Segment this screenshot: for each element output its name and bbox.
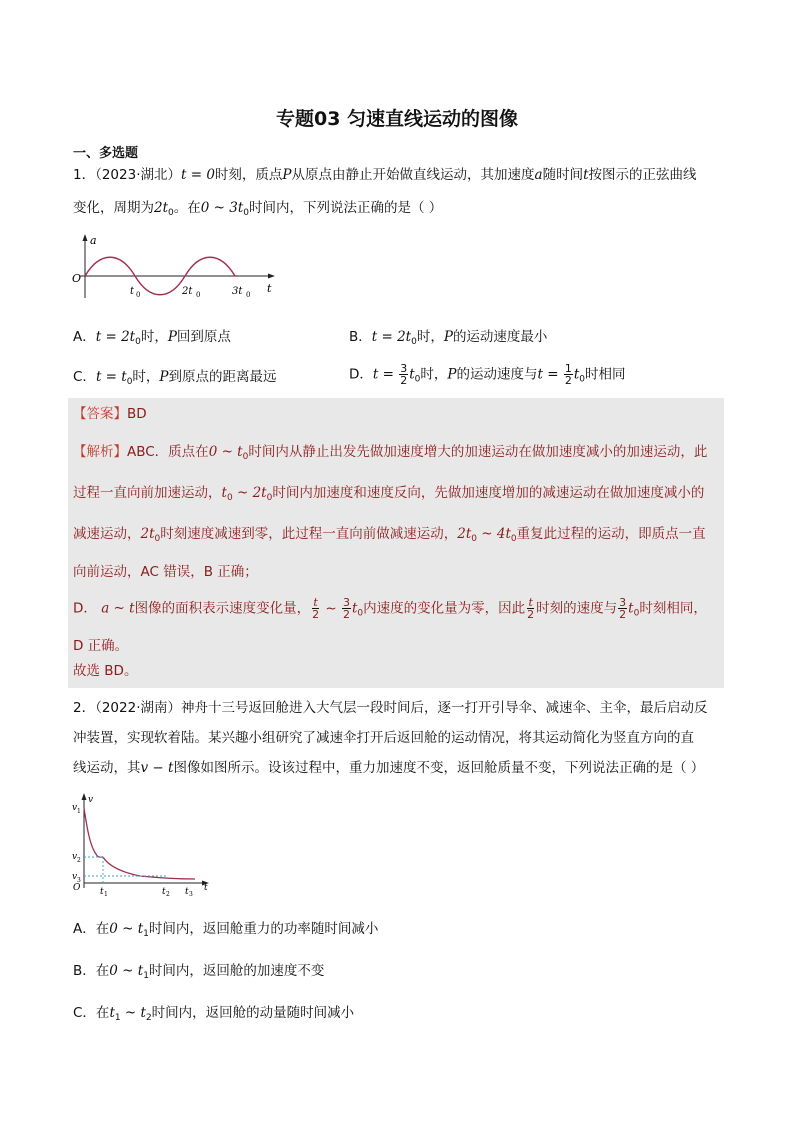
subscript: 0: [126, 377, 133, 387]
opt-text: 时间内，返回舱的加速度不变: [148, 963, 325, 979]
opt-expr: t =: [372, 366, 394, 383]
opt-text: 时，: [420, 366, 448, 383]
q2-option-b[interactable]: [73, 961, 324, 986]
label-v3: v: [72, 872, 78, 882]
analysis-text: ABC．质点在: [127, 444, 209, 460]
opt-expr: 0 ~ t: [109, 921, 144, 937]
analysis-text: 时刻相同，: [639, 600, 707, 617]
q1-text: 。在: [173, 200, 201, 216]
answer-value: BD: [127, 406, 147, 422]
opt-text: 时，: [140, 329, 168, 345]
subscript: 0: [414, 374, 421, 385]
opt-label: A．在: [73, 921, 110, 937]
q1-analysis-line3: [73, 524, 723, 549]
opt-label: D．: [349, 366, 373, 383]
q1-text: 随时间: [542, 167, 584, 183]
axis-label-a: a: [90, 234, 97, 247]
analysis-expr: 2t: [457, 526, 472, 542]
opt-text: 时间内，返回舱重力的功率随时间减小: [148, 921, 379, 937]
opt-expr: t: [109, 1005, 115, 1021]
label-v2: v: [72, 852, 78, 862]
frac-den: 2: [400, 374, 408, 387]
q1-option-b[interactable]: [349, 327, 547, 352]
frac-den: 2: [527, 608, 535, 621]
analysis-expr: 2t: [140, 526, 155, 542]
origin-label: O: [72, 272, 82, 285]
label-t3: t: [185, 887, 189, 897]
q1-source: 1．（2023·湖北）: [73, 167, 181, 183]
frac-num: 1: [564, 362, 572, 375]
q1-stem-line2: [73, 198, 723, 223]
subscript: 0: [471, 534, 477, 544]
label-t3-sub: 3: [189, 891, 193, 898]
page-title: 专题03 匀速直线运动的图像: [275, 108, 519, 130]
label-t1-sub: 1: [104, 891, 108, 898]
q1-time-zero: t = 0: [181, 167, 215, 183]
opt-var: P: [447, 366, 457, 383]
q1-analysis-line5: [73, 597, 723, 624]
tick-2t0: 2t: [182, 286, 193, 297]
fraction: [564, 363, 573, 386]
q1-interval: 0 ~ 3t: [200, 200, 244, 216]
opt-label: B．: [349, 329, 372, 345]
origin-label: O: [73, 883, 81, 893]
analysis-text: 图像的面积表示速度变化量，: [134, 600, 311, 617]
analysis-text: 时间内加速度和速度反向，先做加速度增加的减速运动在做加速度减小的: [272, 485, 705, 501]
analysis-expr: ~ 2t: [232, 485, 267, 501]
q2-expr: v − t: [140, 760, 174, 776]
subscript: 0: [243, 208, 249, 218]
q1-option-c[interactable]: [73, 367, 277, 392]
fraction: [342, 597, 351, 620]
q1-stem-line1: [73, 165, 723, 185]
q1-text: 按图示的正弦曲线: [588, 167, 697, 183]
q1-option-d[interactable]: [349, 363, 626, 390]
fraction: [526, 597, 535, 620]
q2-stem-line1: 2．（2022·湖南）神舟十三号返回舱进入大气层一段时间后，逐一打开引导伞、减速伞、主伞，最后启动反: [73, 700, 708, 716]
vt-curve-segment1: [84, 808, 103, 857]
label-v1: v: [72, 803, 78, 813]
fraction: [311, 597, 320, 620]
subscript: 0: [579, 374, 585, 385]
opt-expr: t = 2t: [371, 329, 412, 345]
label-t2-sub: 2: [166, 891, 170, 898]
subscript: 0: [411, 337, 417, 347]
subscript: 0: [226, 493, 233, 503]
opt-expr: t = 2t: [95, 329, 136, 345]
q1-answer: [73, 404, 723, 424]
q1-text: 变化，周期为: [73, 200, 154, 216]
fraction: [399, 363, 408, 386]
label-t2: t: [162, 887, 166, 897]
x-axis-arrow: [268, 274, 275, 279]
opt-text: 的运动速度与: [456, 366, 538, 383]
opt-text: 时间内，返回舱的动量随时间减小: [151, 1005, 355, 1021]
subscript: 0: [357, 608, 364, 619]
subscript: 0: [135, 337, 141, 347]
subscript: 0: [168, 208, 174, 218]
label-t1: t: [100, 887, 104, 897]
q1-var-t: t: [583, 167, 589, 183]
q1-analysis-line7: 故选 BD。: [73, 663, 138, 679]
q2-option-c[interactable]: [73, 1003, 354, 1028]
tick-3t0: 3t: [232, 286, 243, 297]
q2-stem-line3: [73, 758, 723, 778]
subscript: 0: [633, 608, 640, 619]
label-v1-sub: 1: [77, 808, 81, 815]
frac-num: t: [528, 596, 533, 609]
subscript: 1: [143, 971, 149, 981]
subscript: 0: [266, 493, 273, 503]
subscript: 1: [143, 929, 149, 939]
q2-vt-graph: [70, 788, 215, 898]
q1-analysis-line4: 向前运动，AC 错误，B 正确；: [73, 564, 258, 580]
label-v2-sub: 2: [77, 857, 81, 864]
analysis-expr: t: [221, 485, 227, 501]
analysis-text: 时刻的速度与: [536, 600, 618, 617]
frac-den: 2: [564, 374, 572, 387]
section-heading: 一、多选题: [73, 146, 139, 161]
analysis-text: 时刻速度减速到零，此过程一直向前做减速运动，: [160, 526, 458, 542]
frac-den: 2: [342, 608, 350, 621]
analysis-text: 减速运动，: [73, 526, 141, 542]
opt-text: 时相同: [585, 366, 626, 383]
q1-analysis-line2: [73, 483, 723, 508]
analysis-text: 时间内从静止出发先做加速度增大的加速运动在做加速度减小的加速运动，此: [248, 444, 708, 460]
q1-sine-graph: [70, 232, 280, 302]
q2-text: 图像如图所示。设该过程中，重力加速度不变，返回舱质量不变，下列说法正确的是（ ）: [173, 760, 705, 776]
opt-expr: t =: [537, 366, 559, 383]
q1-text: 时间内，下列说法正确的是（ ）: [248, 200, 443, 216]
opt-label: A．: [73, 329, 96, 345]
subscript: 0: [242, 452, 249, 462]
opt-text: 时，: [416, 329, 444, 345]
fraction: [618, 597, 627, 620]
analysis-text: 过程一直向前加速运动，: [73, 485, 222, 501]
opt-label: B．在: [73, 963, 110, 979]
q1-analysis-line1: [73, 442, 723, 467]
q1-var-p: P: [282, 167, 292, 183]
subscript: 0: [154, 534, 161, 544]
q1-option-a[interactable]: [73, 327, 231, 352]
subscript: 2: [145, 1013, 152, 1023]
answer-tag: 【答案】: [73, 406, 127, 422]
subscript: 1: [114, 1013, 121, 1023]
analysis-text: 重复此过程的运动，即质点一直: [516, 526, 706, 542]
opt-text: 的运动速度最小: [452, 329, 548, 345]
label-v3-sub: 3: [77, 877, 81, 884]
q2-text: 线运动，其: [73, 760, 141, 776]
opt-expr: t = t: [95, 369, 127, 385]
opt-var: P: [167, 329, 177, 345]
opt-expr: ~ t: [120, 1005, 146, 1021]
tick-sub: 0: [246, 291, 251, 299]
tick-sub: 0: [196, 291, 201, 299]
q2-option-a[interactable]: [73, 919, 378, 944]
tick-sub: 0: [136, 291, 141, 299]
opt-text: 时，: [132, 369, 160, 385]
opt-var: t: [409, 366, 415, 383]
y-axis-arrow: [82, 793, 87, 800]
q2-stem-line2: 冲装置，实现软着陆。某兴趣小组研究了减速伞打开后返回舱的运动情况，将其运动简化为竖直方向的直: [73, 730, 694, 746]
opt-var: t: [573, 366, 580, 383]
y-axis-arrow: [83, 234, 88, 241]
q1-var-a: a: [534, 167, 543, 183]
axis-label-v: v: [88, 795, 94, 805]
analysis-expr: a ~ t: [101, 600, 135, 617]
q1-text: 从原点由静止开始做直线运动，其加速度: [291, 167, 535, 183]
analysis-expr: 0 ~ t: [208, 444, 243, 460]
opt-text: 回到原点: [176, 329, 231, 345]
frac-den: 2: [619, 608, 627, 621]
opt-label: C．: [73, 369, 96, 385]
axis-label-t: t: [204, 883, 208, 893]
analysis-tag: 【解析】: [73, 444, 127, 460]
opt-text: 到原点的距离最远: [168, 369, 277, 385]
opt-var: P: [159, 369, 169, 385]
analysis-var: t: [628, 600, 634, 617]
opt-var: P: [443, 329, 453, 345]
frac-num: 3: [400, 362, 408, 375]
analysis-text: 内速度的变化量为零，因此: [363, 600, 526, 617]
frac-num: 3: [342, 596, 350, 609]
opt-label: C．在: [73, 1005, 110, 1021]
frac-num: t: [313, 596, 318, 609]
tick-t0: t: [130, 286, 135, 297]
q1-analysis-line6: D 正确。: [73, 638, 129, 654]
axis-label-t: t: [267, 282, 272, 295]
subscript: 0: [510, 534, 517, 544]
analysis-text: ~: [321, 600, 341, 617]
q1-text: 时刻，质点: [214, 167, 283, 183]
analysis-text: D．: [73, 600, 97, 617]
analysis-expr: ~ 4t: [477, 526, 511, 542]
analysis-var: t: [351, 600, 358, 617]
frac-num: 3: [619, 596, 627, 609]
q1-period: 2t: [154, 200, 169, 216]
opt-expr: 0 ~ t: [109, 963, 144, 979]
frac-den: 2: [312, 608, 320, 621]
